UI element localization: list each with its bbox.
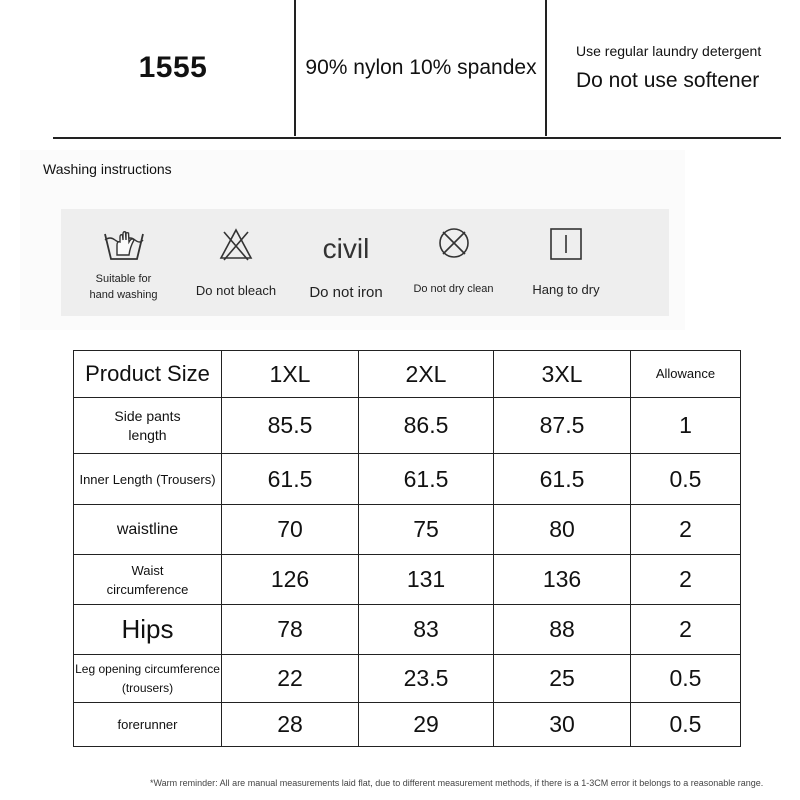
- table-row: [74, 605, 741, 655]
- table-cell: 87.5: [494, 398, 631, 454]
- table-cell: 30: [494, 703, 631, 747]
- table-cell: 83: [359, 605, 494, 655]
- table-cell: 136: [494, 555, 631, 605]
- table-cell: 23.5: [359, 655, 494, 703]
- table-cell: 0.5: [631, 703, 741, 747]
- no-iron-icon: civil: [322, 233, 370, 264]
- wash-symbol-no-bleach: [191, 209, 281, 316]
- care-detergent: Use regular laundry detergent: [576, 43, 762, 59]
- hand-wash-label-line2: hand washing: [89, 289, 158, 301]
- row-label: waistline: [74, 505, 222, 555]
- column-header: Product Size: [74, 351, 222, 398]
- table-row: [74, 398, 741, 454]
- no-bleach-label: Do not bleach: [195, 283, 277, 298]
- table-cell: 28: [222, 703, 359, 747]
- table-row: [74, 505, 741, 555]
- table-cell: 85.5: [222, 398, 359, 454]
- washing-instructions-title: Washing instructions: [43, 161, 172, 177]
- row-label: forerunner: [74, 703, 222, 747]
- wash-symbol-hang-dry: [516, 209, 616, 316]
- table-cell: 2: [631, 605, 741, 655]
- product-header: [53, 0, 781, 139]
- row-label: Side pants length: [74, 398, 222, 454]
- no-bleach-icon: [218, 227, 254, 263]
- table-cell: 0.5: [631, 454, 741, 505]
- wash-symbol-hand-wash: [81, 209, 166, 316]
- row-label: Inner Length (Trousers): [74, 454, 222, 505]
- table-cell: 2: [631, 505, 741, 555]
- column-header: 2XL: [359, 351, 494, 398]
- table-cell: 2: [631, 555, 741, 605]
- hand-wash-icon: [102, 225, 146, 265]
- hand-wash-label-line1: Suitable for: [95, 273, 152, 285]
- hang-dry-label: Hang to dry: [532, 282, 600, 297]
- care-softener: Do not use softener: [576, 69, 760, 92]
- table-cell: 75: [359, 505, 494, 555]
- no-dry-clean-icon: [436, 225, 472, 261]
- table-cell: 88: [494, 605, 631, 655]
- material-cell: [294, 0, 546, 136]
- table-cell: 78: [222, 605, 359, 655]
- table-cell: 86.5: [359, 398, 494, 454]
- column-header: 3XL: [494, 351, 631, 398]
- product-code-cell: [53, 0, 293, 136]
- table-row: [74, 454, 741, 505]
- table-cell: 61.5: [494, 454, 631, 505]
- wash-symbol-no-dry-clean: [406, 209, 501, 316]
- table-cell: 131: [359, 555, 494, 605]
- table-cell: 80: [494, 505, 631, 555]
- product-code: 1555: [138, 51, 208, 84]
- column-header: Allowance: [631, 351, 741, 398]
- material-composition: 90% nylon 10% spandex: [305, 56, 537, 79]
- table-cell: 61.5: [222, 454, 359, 505]
- table-row: [74, 703, 741, 747]
- table-cell: 126: [222, 555, 359, 605]
- no-dry-clean-label: Do not dry clean: [413, 283, 494, 295]
- column-header: 1XL: [222, 351, 359, 398]
- table-cell: 1: [631, 398, 741, 454]
- size-table: [73, 350, 741, 747]
- row-label: Waist circumference: [74, 555, 222, 605]
- wash-symbol-no-iron: [299, 209, 393, 316]
- care-cell: [545, 0, 781, 136]
- table-row: [74, 555, 741, 605]
- warm-reminder-footnote: *Warm reminder: All are manual measurements laid flat, due to different measurement methods, if there is a 1-3CM error it belongs to a reasonable range.: [150, 778, 764, 788]
- washing-symbols-panel: [61, 209, 669, 316]
- table-cell: 0.5: [631, 655, 741, 703]
- table-header-row: [74, 351, 741, 398]
- table-cell: 29: [359, 703, 494, 747]
- table-row: [74, 655, 741, 703]
- row-label: Leg opening circumference (trousers): [74, 655, 222, 703]
- table-cell: 61.5: [359, 454, 494, 505]
- no-iron-label: Do not iron: [309, 284, 383, 301]
- table-cell: 25: [494, 655, 631, 703]
- table-cell: 70: [222, 505, 359, 555]
- table-cell: 22: [222, 655, 359, 703]
- hang-dry-icon: [548, 226, 584, 262]
- row-label: Hips: [74, 605, 222, 655]
